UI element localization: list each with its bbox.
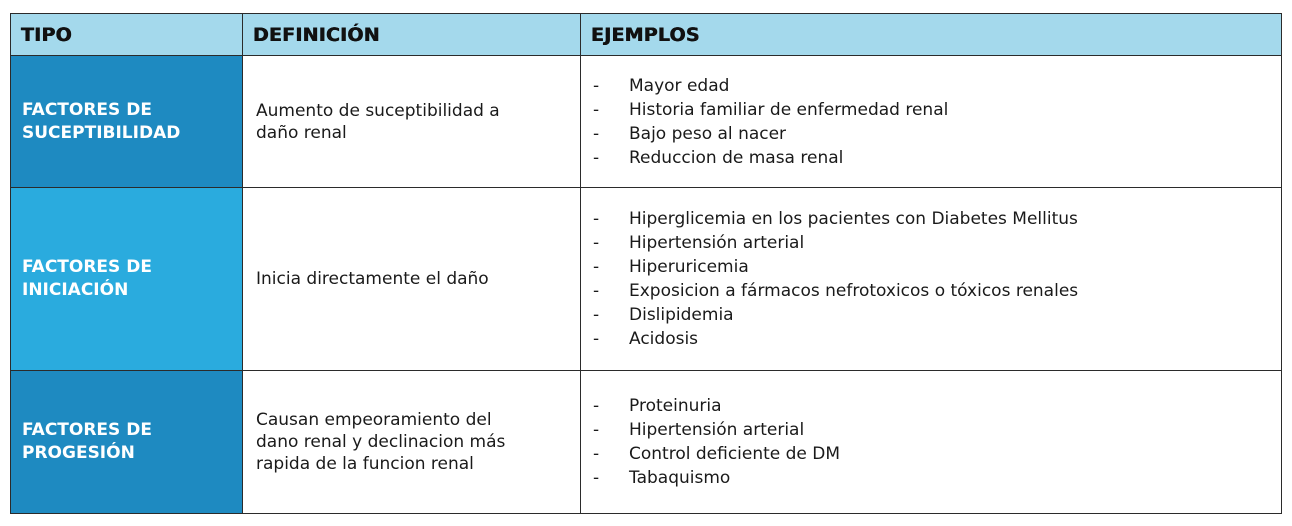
examples-cell [581, 56, 1282, 188]
type-label: PROGESIÓN [22, 443, 135, 463]
examples-list [581, 207, 1281, 351]
list-item: - Control deficiente de DM [593, 444, 841, 464]
list-item: - Mayor edad [593, 75, 730, 96]
list-item: - Bajo peso al nacer [593, 123, 787, 144]
table-row [11, 371, 1282, 514]
examples-cell [581, 188, 1282, 371]
type-cell [11, 56, 243, 188]
list-item: - Hipertensión arterial [593, 233, 805, 253]
type-label: INICIACIÓN [22, 280, 129, 300]
risk-factors-table [10, 13, 1282, 514]
definition-text: dano renal y declinacion más [256, 432, 506, 452]
definition-cell [243, 371, 581, 514]
table-row [11, 188, 1282, 371]
list-item: - Reduccion de masa renal [593, 147, 844, 168]
header-tipo: TIPO [11, 14, 243, 56]
list-item: - Hiperglicemia en los pacientes con Diabetes Mellitus [593, 209, 1078, 229]
type-label: FACTORES DE [22, 420, 152, 440]
type-label: SUCEPTIBILIDAD [22, 122, 181, 143]
table-row [11, 56, 1282, 188]
list-item: - Acidosis [593, 329, 699, 349]
header-ejemplos: EJEMPLOS [581, 14, 1282, 56]
definition-text: Causan empeoramiento del [256, 410, 492, 430]
list-item: - Tabaquismo [593, 468, 731, 488]
definition-text: rapida de la funcion renal [256, 454, 474, 474]
type-label: FACTORES DE [22, 257, 152, 277]
definition-cell [243, 56, 581, 188]
type-label: FACTORES DE [22, 99, 152, 120]
list-item: - Hipertensión arterial [593, 420, 805, 440]
header-row [11, 14, 1282, 56]
definition-text: daño renal [256, 122, 347, 143]
list-item: - Hiperuricemia [593, 257, 749, 277]
examples-list [581, 394, 1281, 490]
header-definicion: DEFINICIÓN [243, 14, 581, 56]
list-item: - Proteinuria [593, 396, 722, 416]
definition-text: Inicia directamente el daño [256, 269, 489, 289]
definition-text: Aumento de suceptibilidad a [256, 100, 500, 121]
type-cell [11, 371, 243, 514]
type-cell [11, 188, 243, 371]
list-item: - Historia familiar de enfermedad renal [593, 99, 949, 120]
list-item: - Exposicion a fármacos nefrotoxicos o tóxicos renales [593, 281, 1079, 301]
examples-list [581, 74, 1281, 170]
examples-cell [581, 371, 1282, 514]
list-item: - Dislipidemia [593, 305, 734, 325]
definition-cell [243, 188, 581, 371]
